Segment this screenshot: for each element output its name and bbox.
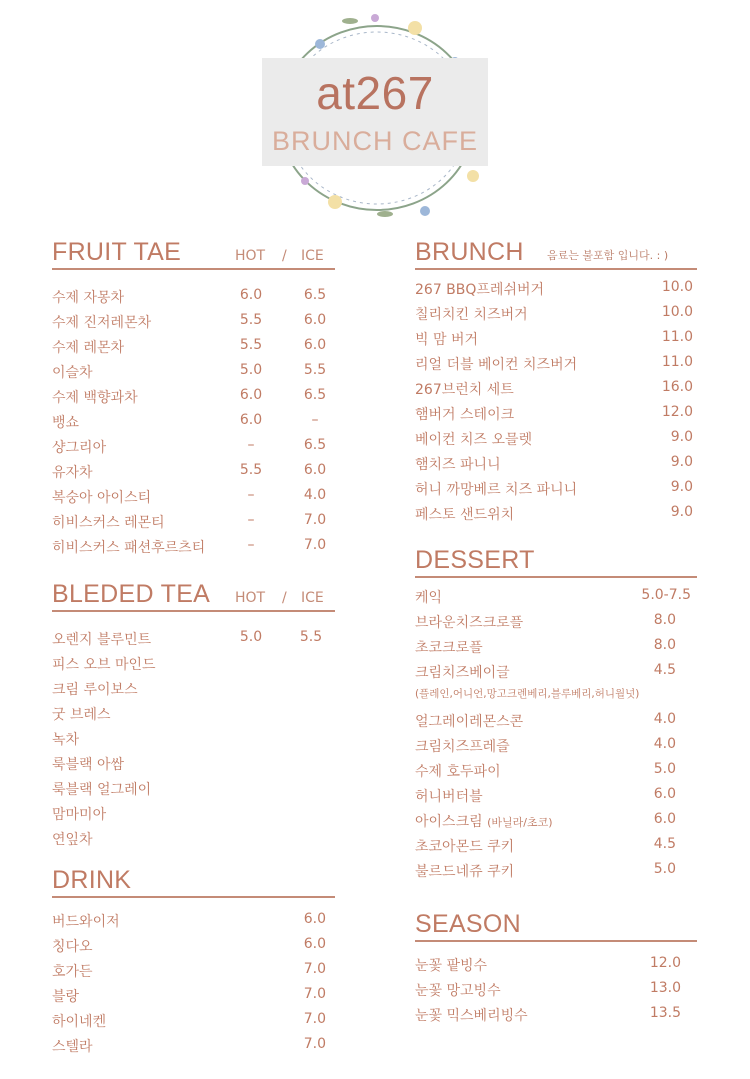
season-title: SEASON — [415, 910, 521, 938]
fruit-tea-section — [52, 238, 335, 559]
hot-label: HOT — [235, 590, 266, 606]
menu-item: 칠리치킨 치즈버거 10.0 — [415, 304, 693, 323]
menu-item: 브라운치즈크로플 8.0 — [415, 612, 676, 631]
brunch-note: 음료는 불포함 입니다. : ) — [547, 249, 669, 262]
menu-item: 녹차 — [52, 732, 80, 748]
menu-item: 베이컨 치즈 오믈렛 9.0 — [415, 429, 693, 448]
brunch-section — [415, 238, 697, 526]
menu-item: 267 BBQ프레쉬버거 10.0 — [415, 279, 693, 298]
menu-item: 크림 루이보스 — [52, 682, 138, 698]
brand-tagline: BRUNCH CAFE — [271, 126, 478, 156]
season-section — [415, 910, 697, 1027]
menu-item: 빅 맘 버거 11.0 — [415, 329, 693, 348]
season-header — [415, 910, 697, 942]
menu-item: 블랑 7.0 — [52, 986, 326, 1005]
dessert-section — [415, 546, 697, 883]
blended-tea-section — [52, 580, 335, 851]
menu-item: 크림치즈프레즐 4.0 — [415, 736, 676, 755]
menu-item: 불르드네쥬 쿠키 5.0 — [415, 861, 676, 880]
menu-item: 칭다오 6.0 — [52, 936, 326, 955]
menu-item: 허니 까망베르 치즈 파니니 9.0 — [415, 479, 693, 498]
bagel-flavors-note: (플레인,어니언,망고크렌베리,블루베리,허니월넛) — [415, 688, 640, 700]
menu-item: 눈꽃 망고빙수 13.0 — [415, 980, 681, 999]
menu-item: 오렌지 블루민트 5.0 5.5 — [52, 629, 323, 648]
dessert-title: DESSERT — [415, 546, 535, 574]
blended-tea-title: BLEDED TEA — [52, 580, 211, 608]
menu-item: 수제 진저레몬차 5.5 6.0 — [52, 312, 327, 331]
fruit-tea-header — [52, 238, 335, 270]
menu-item: 샹그리아 – 6.5 — [52, 437, 327, 456]
menu-item: 리얼 더블 베이컨 치즈버거 11.0 — [415, 354, 693, 373]
menu-item: 버드와이저 6.0 — [52, 911, 326, 930]
menu-item: 초코아몬드 쿠키 4.5 — [415, 836, 676, 855]
ice-label: ICE — [301, 590, 324, 606]
ice-cream-flavor-note: (바닐라/초코) — [487, 816, 553, 829]
menu-item: 호가든 7.0 — [52, 961, 326, 980]
menu-item: 케익 5.0-7.5 — [415, 587, 691, 606]
hot-label: HOT — [235, 248, 266, 264]
col-separator: / — [282, 590, 287, 606]
menu-item: 얼그레이레몬스콘 4.0 — [415, 711, 676, 730]
menu-item: 연잎차 — [52, 832, 93, 848]
menu-item: 햄버거 스테이크 12.0 — [415, 404, 693, 423]
drink-title: DRINK — [52, 866, 132, 894]
brunch-list — [415, 270, 697, 526]
drink-header — [52, 866, 335, 898]
fruit-tea-list — [52, 270, 335, 559]
menu-item: 굿 브레스 — [52, 707, 111, 723]
menu-item: 유자차 5.5 6.0 — [52, 462, 327, 481]
menu-item: 눈꽃 믹스베리빙수 13.5 — [415, 1005, 681, 1024]
menu-item: 룩블랙 아쌈 — [52, 757, 125, 773]
menu-item: 하이네켄 7.0 — [52, 1011, 326, 1030]
menu-item: 히비스커스 패션후르츠티 – 7.0 — [52, 537, 327, 556]
menu-item: 눈꽃 팥빙수 12.0 — [415, 955, 681, 974]
menu-item: 수제 레몬차 5.5 6.0 — [52, 337, 327, 356]
brunch-title: BRUNCH — [415, 238, 524, 266]
col-separator: / — [282, 248, 287, 264]
menu-item: 수제 호두파이 5.0 — [415, 761, 676, 780]
ice-label: ICE — [301, 248, 324, 264]
drink-list — [52, 898, 335, 1058]
menu-item: 페스토 샌드위치 9.0 — [415, 504, 693, 523]
season-list — [415, 942, 697, 1027]
menu-item: 이슬차 5.0 5.5 — [52, 362, 327, 381]
menu-item: 히비스커스 레몬티 – 7.0 — [52, 512, 327, 531]
menu-item: 피스 오브 마인드 — [52, 657, 156, 673]
dessert-list — [415, 578, 697, 883]
menu-item: 맘마미아 — [52, 807, 107, 823]
brand-name: at267 — [316, 67, 434, 119]
fruit-tea-title: FRUIT TAE — [52, 238, 182, 266]
menu-item: 햄치즈 파니니 9.0 — [415, 454, 693, 473]
menu-item: 수제 자몽차 6.0 6.5 — [52, 287, 327, 306]
brunch-header — [415, 238, 697, 270]
menu-item: 수제 백향과차 6.0 6.5 — [52, 387, 327, 406]
menu-item: 267브런치 세트 16.0 — [415, 379, 693, 398]
menu-item: 초코크로플 8.0 — [415, 637, 676, 656]
menu-item: 룩블랙 얼그레이 — [52, 782, 152, 798]
menu-item: 뱅쇼 6.0 – — [52, 412, 319, 431]
drink-section — [52, 866, 335, 1058]
menu-item: 크림치즈베이글 4.5 — [415, 662, 676, 681]
dessert-header — [415, 546, 697, 578]
blended-tea-header — [52, 580, 335, 612]
menu-item: 복숭아 아이스티 – 4.0 — [52, 487, 327, 506]
blended-tea-list — [52, 612, 335, 851]
menu-item: 허니버터블 6.0 — [415, 786, 676, 805]
menu-item: 스텔라 7.0 — [52, 1036, 326, 1055]
menu-item: 아이스크림 (바닐라/초코) 6.0 — [415, 811, 676, 830]
